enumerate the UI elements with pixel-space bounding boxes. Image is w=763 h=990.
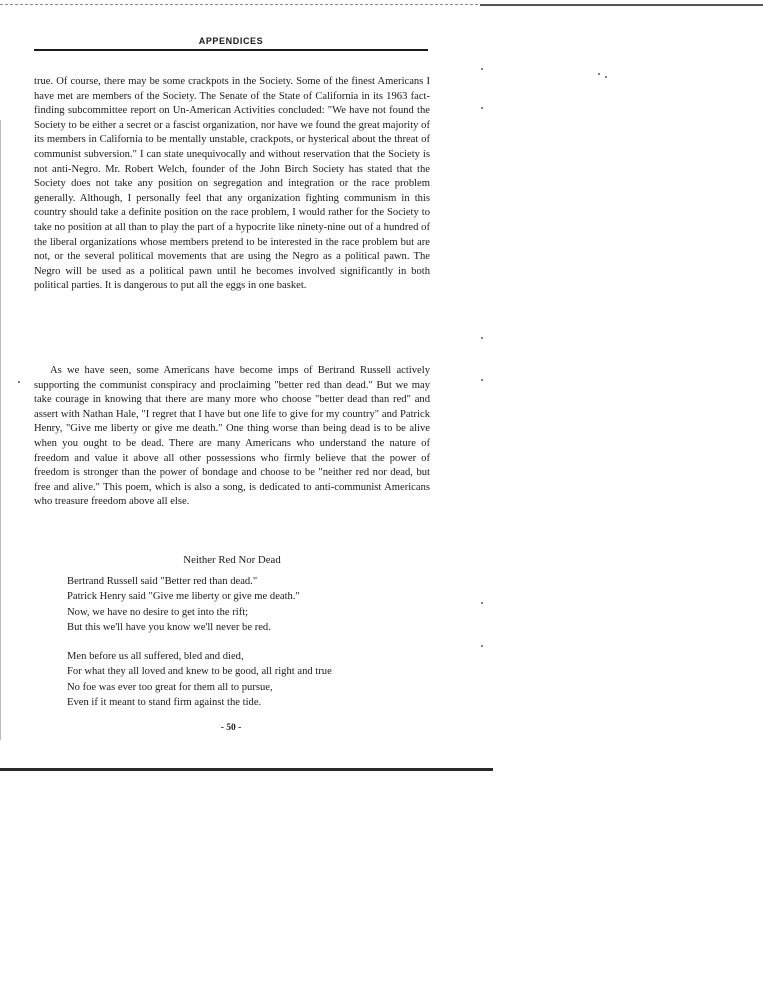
poem-line: No foe was ever too great for them all to pursue, — [67, 681, 273, 693]
poem-title: Neither Red Nor Dead — [183, 554, 281, 566]
poem-stanza-2 — [67, 649, 427, 711]
poem-line: Patrick Henry said "Give me liberty or give me death." — [67, 591, 300, 603]
scan-speck — [481, 107, 483, 109]
poem-line: Bertrand Russell said "Better red than dead." — [67, 576, 258, 587]
poem-line: Even if it meant to stand firm against the tide. — [67, 697, 262, 709]
paragraph-2: As we have seen, some Americans have become imps of Bertrand Russell actively supporting the communist conspiracy and proclaiming "better red than dead." But we may take courage in knowing that there are many more who choose "better dead than red" and assert with Nathan Hale, "I regret that I have but one life to give for my country" and Patrick Henry, "Give me liberty or give me death." One thing worse than being dead is to be alive when you ought to be dead. There are many Americans who understand the nature of freedom and value it above all other possessions who firmly believe that the power of freedom is stronger than the power of bondage and choose to be "neither red nor dead, but free and alive." This poem, which is also a song, is dedicated to anti-communist Americans who treasure freedom above all else. — [34, 365, 430, 508]
scan-speck — [481, 379, 483, 381]
scan-left-edge — [0, 120, 1, 740]
scan-bottom-border — [0, 768, 493, 771]
poem-stanza-1 — [67, 574, 427, 636]
header-rule — [34, 49, 428, 51]
poem-line: Men before us all suffered, bled and died, — [67, 651, 244, 662]
page-header: APPENDICES — [198, 36, 264, 46]
scan-speck — [605, 76, 607, 78]
scan-speck — [481, 68, 483, 70]
scan-top-border — [480, 4, 763, 6]
poem-line: For what they all loved and knew to be good, all right and true — [67, 666, 332, 678]
poem-line: But this we'll have you know we'll never be red. — [67, 622, 271, 634]
scan-speck — [481, 602, 483, 604]
paragraph-1: true. Of course, there may be some crackpots in the Society. Some of the finest Americans I have met are members of the Society. The Senate of the State of California in its 1963 fact-finding subcommittee report on Un-American Activities concluded: "We have not found the Society to be either a secret or a fascist organization, nor have we found the great majority of its members in California to be mentally unstable, crackpots, or hysterical about the threat of communist subversion." I can state unequivocally and without reservation that the Society is not anti-Negro. Mr. Robert Welch, founder of the John Birch Society has stated that the Society does not take any position on segregation and integration or the race problem generally. Although, I personally feel that any organization fighting communism in this country should take a definite position on the race problem, I would rather for the Society to take no position at all than to play the part of a hypocrite like ninety-nine out of a hundred of the liberal organizations whose members pretend to be interested in the race problem but are not, or the several political movements that are using the Negro as a political pawn. The Negro will be used as a political pawn until he becomes involved significantly in both political parties. It is dangerous to put all the eggs in one basket. — [34, 76, 430, 292]
scan-speck — [18, 381, 20, 383]
page-number: - 50 - — [220, 723, 242, 733]
scan-speck — [481, 337, 483, 339]
scan-speck — [598, 73, 600, 75]
scan-speck — [481, 645, 483, 647]
poem-line: Now, we have no desire to get into the rift; — [67, 606, 249, 618]
